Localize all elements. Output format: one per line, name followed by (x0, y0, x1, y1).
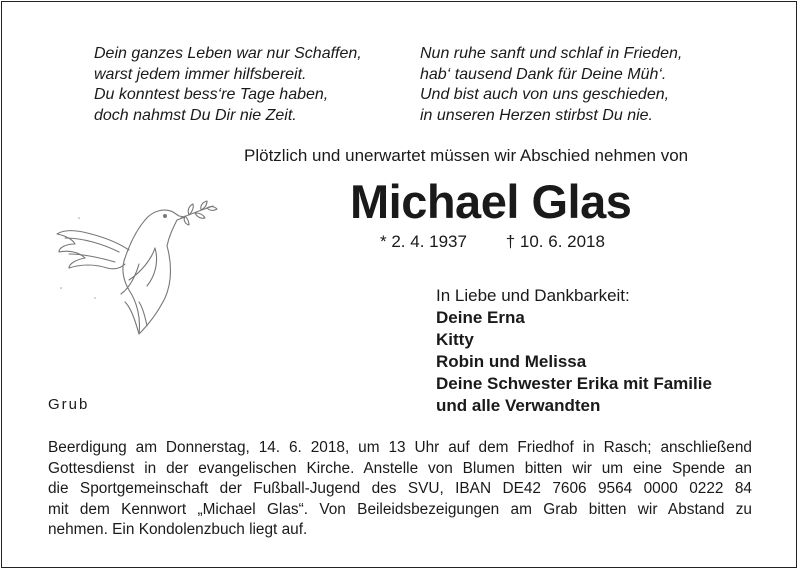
funeral-line: die Sportgemeinschaft der Fußball-Jugend des SVU, IBAN DE42 7606 9564 0000 0222 84 (48, 480, 752, 497)
mourners-block (436, 285, 712, 417)
dove-with-olive-branch-icon (55, 198, 220, 338)
life-dates (380, 232, 605, 252)
funeral-line: nehmen. Ein Kondolenzbuch liegt auf. (48, 521, 308, 538)
birth-date: * 2. 4. 1937 (380, 232, 467, 251)
funeral-details (48, 438, 752, 541)
poem-left (94, 44, 362, 126)
intro-text: Plötzlich und unerwartet müssen wir Abschied nehmen von (244, 146, 689, 165)
death-date: † 10. 6. 2018 (505, 232, 605, 251)
place-name: Grub (48, 396, 90, 413)
funeral-line: Beerdigung am Donnerstag, 14. 6. 2018, um 13 Uhr auf dem Friedhof in Rasch; anschließend (48, 439, 752, 456)
funeral-line: Gottesdienst in der evangelischen Kirche. Anstelle von Blumen bitten wir um eine Spende an (48, 459, 752, 477)
mourner-name: Kitty (436, 330, 474, 349)
poem-line: doch nahmst Du Dir nie Zeit. (94, 106, 297, 124)
poem-line: warst jedem immer hilfsbereit. (94, 65, 307, 83)
poem-line: hab‘ tausend Dank für Deine Müh‘. (420, 65, 667, 83)
poem-line: Nun ruhe sanft und schlaf in Frieden, (420, 45, 683, 62)
poem-right (420, 44, 682, 126)
poem-line: Und bist auch von uns geschieden, (420, 86, 670, 103)
mourners-intro: In Liebe und Dankbarkeit: (436, 286, 630, 305)
poem-line: Dein ganzes Leben war nur Schaffen, (94, 45, 362, 62)
poem-line: in unseren Herzen stirbst Du nie. (420, 106, 653, 124)
funeral-line: mit dem Kennwort „Michael Glas“. Von Beileidsbezeigungen am Grab bitten wir Abstand zu (48, 500, 752, 518)
mourner-name: Robin und Melissa (436, 352, 587, 371)
mourner-name: Deine Schwester Erika mit Familie (436, 374, 712, 393)
poem-line: Du konntest bess‘re Tage haben, (94, 86, 329, 103)
deceased-name: Michael Glas (350, 175, 632, 228)
mourner-name: Deine Erna (436, 308, 525, 327)
mourner-name: und alle Verwandten (436, 396, 601, 415)
